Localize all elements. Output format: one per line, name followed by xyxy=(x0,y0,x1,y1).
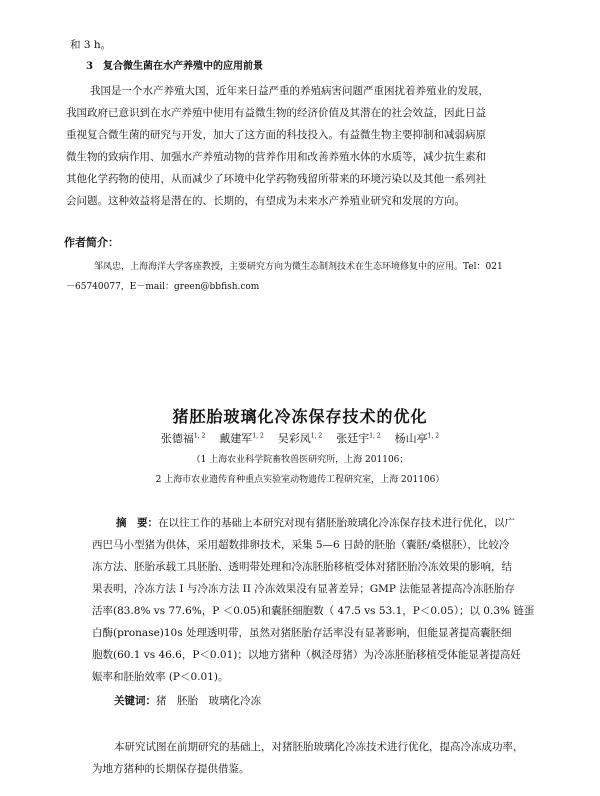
paragraph-line: 我国是一个水产养殖大国，近年来日益严重的养殖病害问题严重困扰着养殖业的发展， xyxy=(90,85,489,97)
keywords-label: 关键词： xyxy=(114,695,156,707)
author-name: 张廷宇 xyxy=(336,432,370,445)
author-intro-line: －65740077，E－mail：green@bbfish.com xyxy=(66,282,260,292)
paragraph-line: 其他化学药物的使用，从而减少了环境中化学药物残留所带来的环境污染以及其他一系列社 xyxy=(66,173,486,185)
carry-over-line: 和 3 h。 xyxy=(70,39,112,51)
keywords-text: 猪 胚胎 玻璃化冷冻 xyxy=(156,695,261,707)
author-name: 戴建军 xyxy=(219,432,253,445)
abstract-line: 冻方法、胚胎承载工具胚胎、透明带处理和冷冻胚胎移植受体对猪胚胎冷冻效果的影响，结 xyxy=(92,561,512,573)
abstract-text: 在以往工作的基础上本研究对现有猪胚胎玻璃化冷冻保存技术进行优化，以广 xyxy=(158,517,515,529)
author-list xyxy=(0,430,600,446)
paragraph-line: 会问题。这种效益将是潜在的、长期的，有望成为未来水产养殖业研究和发展的方向。 xyxy=(66,195,465,207)
intro-line: 本研究试图在前期研究的基础上，对猪胚胎玻璃化冷冻技术进行优化，提高冷冻成功率， xyxy=(114,741,524,753)
abstract-label: 摘 要： xyxy=(116,517,158,529)
keywords-line xyxy=(114,694,261,708)
author-affil-sup: 1, 2 xyxy=(310,432,323,440)
affiliation-1: （1 上海农业科学院畜牧兽医研究所，上海 201106； xyxy=(191,455,409,465)
abstract-line: 西巴马小型猪为供体，采用超数排卵技术，采集 5—6 日龄的胚胎（囊胚/桑椹胚），比较冷 xyxy=(92,539,510,551)
author-intro-heading: 作者简介： xyxy=(64,236,119,249)
abstract-line: 白酶(pronase)10s 处理透明带，虽然对猪胚胎存活率没有显著影响，但能显著提高囊胚细 xyxy=(92,627,512,639)
section-heading: 3 复合微生菌在水产养殖中的应用前景 xyxy=(86,61,263,72)
author-name: 吴彩凤 xyxy=(277,432,311,445)
author-name: 张德福 xyxy=(160,432,194,445)
author-affil-sup: 1, 2 xyxy=(427,432,440,440)
author-name: 杨山亭 xyxy=(394,432,428,445)
article-title: 猪胚胎玻璃化冷冻保存技术的优化 xyxy=(172,407,428,426)
author-affil-sup: 1, 2 xyxy=(252,432,264,440)
author-affil-sup: 1, 2 xyxy=(193,432,206,440)
abstract-line: 果表明，冷冻方法 I 与冷冻方法 II 冷冻效果没有显著差异；GMP 法能显著提高冷冻胚胎存 xyxy=(92,583,515,595)
author-affil-sup: 1, 2 xyxy=(369,432,381,440)
author-intro-line: 邹凤忠，上海海洋大学客座教授，主要研究方向为微生态制剂技术在生态环境修复中的应用。Tel：021 xyxy=(94,262,503,272)
affiliation-2: 2 上海市农业遗传育种重点实验室动物遗传工程研究室，上海 201106） xyxy=(155,475,445,485)
paragraph-line: 我国政府已意识到在水产养殖中使用有益微生物的经济价值及其潜在的社会效益，因此日益 xyxy=(66,107,486,119)
intro-line: 为地方猪种的长期保存提供借鉴。 xyxy=(92,763,250,775)
paragraph-line: 重视复合微生菌的研究与开发，加大了这方面的科技投入。有益微生物主要抑制和减弱病原 xyxy=(66,129,486,141)
abstract-first-line xyxy=(116,516,515,530)
paragraph-line: 微生物的致病作用、加强水产养殖动物的营养作用和改善养殖水体的水质等，减少抗生素和 xyxy=(66,151,486,163)
abstract-line: 娠率和胚胎效率 (P＜0.01)。 xyxy=(92,671,229,683)
abstract-line: 活率(83.8% vs 77.6%，P ＜0.05)和囊胚细胞数（ 47.5 vs 53.1，P＜0.05）；以 0.3% 链蛋 xyxy=(92,605,535,617)
abstract-line: 胞数(60.1 vs 46.6，P＜0.01)；以地方猪种（枫泾母猪）为冷冻胚胎移植受体能显著提高妊 xyxy=(92,649,521,661)
